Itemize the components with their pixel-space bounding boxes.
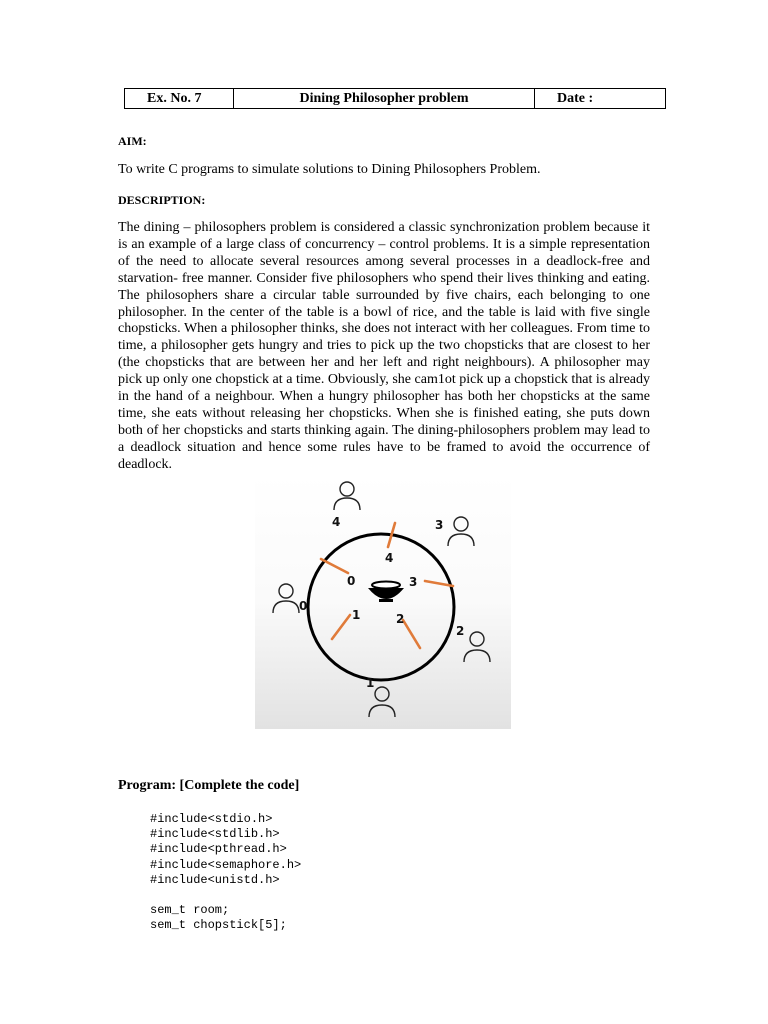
exercise-number: Ex. No. 7 bbox=[125, 89, 234, 109]
chopstick-label-4: 4 bbox=[385, 551, 394, 565]
exercise-title: Dining Philosopher problem bbox=[234, 89, 535, 109]
philosopher-label-1: 1 bbox=[366, 676, 375, 690]
figure-svg bbox=[255, 474, 511, 729]
aim-heading: AIM: bbox=[118, 134, 147, 148]
date-label: Date : bbox=[535, 89, 666, 109]
description-text: The dining – philosophers problem is considered a classic synchronization problem because it is an example of a large class of concurrency – control problems. It is a simple representation of the need to allocate several resources among several processes in a deadlock-free and starvation- free manner. Consider five philosophers who spend their lives thinking and eating. The philosophers share a circular table surrounded by five chairs, each belonging to one philosopher. In the center of the table is a bowl of rice, and the table is laid with five single chopsticks. When a philosopher thinks, she does not interact with her colleagues. From time to time, a philosopher gets hungry and tries to pick up the two chopsticks that are closest to her (the chopsticks that are between her and her left and right neighbours). A philosopher may pick up only one chopstick at a time. Obviously, she cam1ot pick up a chopstick that is already in the hand of a neighbour. When a hungry philosopher has both her chopsticks at the same time, she eats without releasing her chopsticks. When she is finished eating, she puts down both of her chopsticks and starts thinking again. The dining-philosophers problem may lead to a deadlock situation and hence some rules have to be framed to avoid the occurrence of deadlock. bbox=[118, 220, 650, 472]
philosopher-label-4: 4 bbox=[332, 515, 341, 529]
dining-philosophers-figure bbox=[255, 474, 511, 729]
chopstick-label-0: 0 bbox=[347, 574, 356, 588]
code-block: #include<stdio.h> #include<stdlib.h> #include<pthread.h> #include<semaphore.h> #include<unistd.h> sem_t room; sem_t chopstick[5]; bbox=[150, 812, 302, 933]
philosopher-label-2: 2 bbox=[456, 624, 465, 638]
chopstick-label-3: 3 bbox=[409, 575, 418, 589]
aim-text: To write C programs to simulate solutions to Dining Philosophers Problem. bbox=[118, 162, 541, 177]
chopstick-label-1: 1 bbox=[352, 608, 361, 622]
program-heading: Program: [Complete the code] bbox=[118, 778, 300, 793]
description-heading: DESCRIPTION: bbox=[118, 193, 206, 207]
philosopher-label-3: 3 bbox=[435, 518, 444, 532]
chopstick-label-2: 2 bbox=[396, 612, 405, 626]
exercise-header-table bbox=[124, 88, 666, 109]
philosopher-label-0: 0 bbox=[299, 599, 308, 613]
